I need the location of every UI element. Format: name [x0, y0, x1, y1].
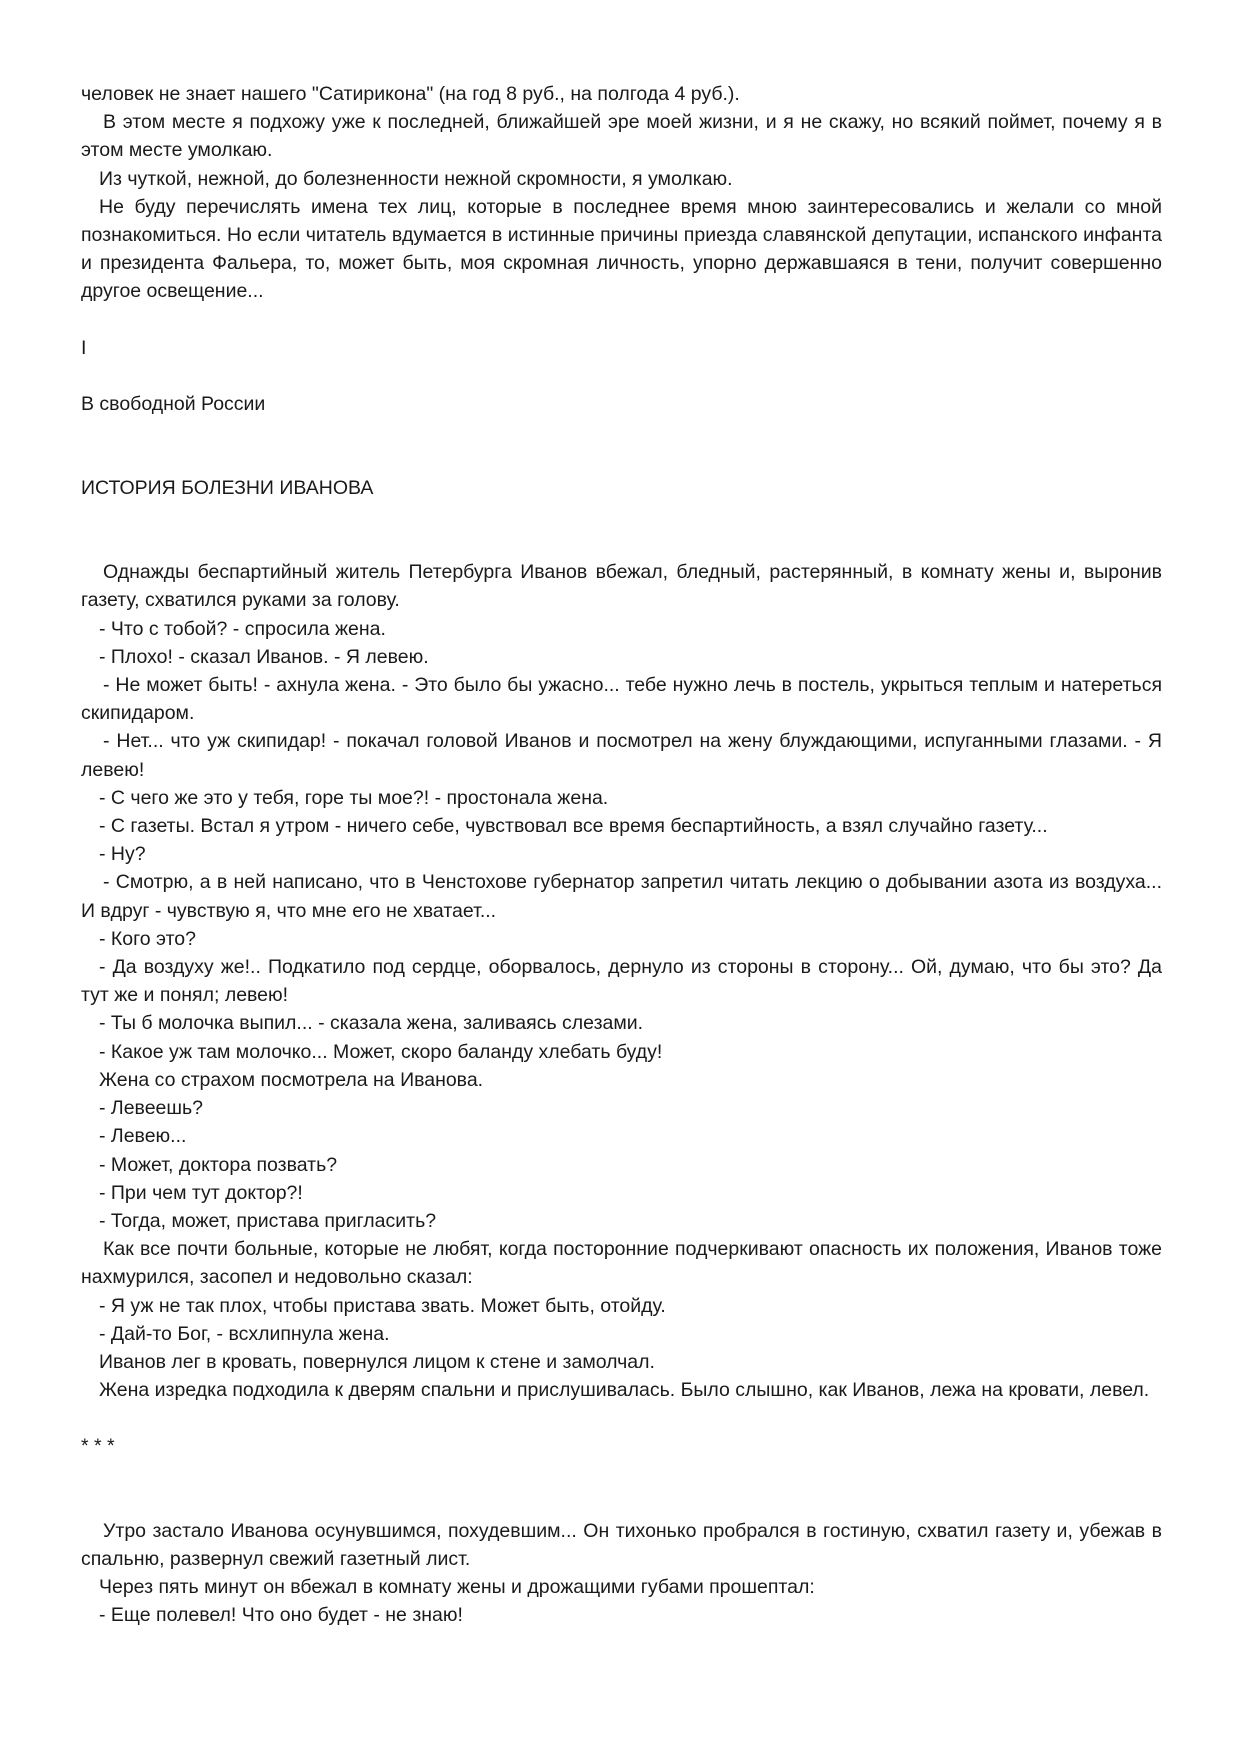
- part-number: I: [81, 336, 87, 359]
- paragraph: В этом месте я подхожу уже к последней, ближайшей эре моей жизни, и я не скажу, но всякий поймет, почему я в этом месте умолкаю.: [81, 111, 1162, 162]
- dialogue-line: - Левеешь?: [99, 1097, 204, 1120]
- dialogue-line: - Может, доктора позвать?: [99, 1153, 338, 1176]
- document-page: [81, 80, 1162, 1629]
- paragraph: Утро застало Иванова осунувшимся, похудевшим... Он тихонько пробрался в гостиную, схватил газету и, убежав в спальню, развернул свежий газетный лист.: [81, 1519, 1162, 1570]
- paragraph: Иванов лег в кровать, повернулся лицом к стене и замолчал.: [99, 1350, 655, 1373]
- dialogue-line: - Не может быть! - ахнула жена. - Это было бы ужасно... тебе нужно лечь в постель, укрыться теплым и натереться скипидаром.: [81, 674, 1162, 725]
- dialogue-line: - Нет... что уж скипидар! - покачал головой Иванов и посмотрел на жену блуждающими, испуганными глазами. - Я левею!: [81, 730, 1162, 781]
- spacer: [81, 1404, 1162, 1432]
- paragraph: Жена изредка подходила к дверям спальни и прислушивалась. Было слышно, как Иванов, лежа на кровати, левел.: [99, 1379, 1150, 1402]
- dialogue-line: - С газеты. Встал я утром - ничего себе, чувствовал все время беспартийность, а взял случайно газету...: [99, 815, 1048, 838]
- spacer: [81, 362, 1162, 390]
- dialogue-line: - Какое уж там молочко... Может, скоро баланду хлебать буду!: [99, 1040, 663, 1063]
- spacer: [81, 418, 1162, 474]
- paragraph: Жена со страхом посмотрела на Иванова.: [99, 1068, 484, 1091]
- paragraph: Не буду перечислять имена тех лиц, которые в последнее время мною заинтересовались и желали со мной познакомиться. Но если читатель вдумается в истинные причины приезда славянской депутации, испанского инфанта и президента Фальера, то, может быть, моя скромная личность, упорно державшаяся в тени, получит совершенно другое освещение...: [81, 195, 1162, 303]
- dialogue-line: - Левею...: [99, 1125, 187, 1148]
- dialogue-line: - С чего же это у тебя, горе ты мое?! - простонала жена.: [99, 786, 609, 809]
- paragraph: Однажды беспартийный житель Петербурга Иванов вбежал, бледный, растерянный, в комнату жены и, выронив газету, схватился руками за голову.: [81, 561, 1162, 612]
- section-separator: * * *: [81, 1435, 115, 1458]
- dialogue-line: - Ты б молочка выпил... - сказала жена, заливаясь слезами.: [99, 1012, 644, 1035]
- dialogue-line: - Я уж не так плох, чтобы пристава звать. Может быть, отойду.: [99, 1294, 666, 1317]
- story-title: ИСТОРИЯ БОЛЕЗНИ ИВАНОВА: [81, 477, 374, 500]
- dialogue-line: - Да воздуху же!.. Подкатило под сердце, оборвалось, дернуло из стороны в сторону... Ой, думаю, что бы это? Да тут же и понял; левею!: [81, 956, 1162, 1007]
- dialogue-line: - Смотрю, а в ней написано, что в Ченстохове губернатор запретил читать лекцию о добывании азота из воздуха... И вдруг - чувствую я, что мне его не хватает...: [81, 871, 1162, 922]
- dialogue-line: - Ну?: [99, 843, 146, 866]
- dialogue-line: - Дай-то Бог, - всхлипнула жена.: [99, 1322, 390, 1345]
- paragraph: Из чуткой, нежной, до болезненности нежной скромности, я умолкаю.: [99, 167, 733, 190]
- dialogue-line: - Что с тобой? - спросила жена.: [99, 617, 386, 640]
- part-title: В свободной России: [81, 392, 266, 415]
- dialogue-line: - Кого это?: [99, 927, 196, 950]
- dialogue-line: - Тогда, может, пристава пригласить?: [99, 1209, 437, 1232]
- dialogue-line: - При чем тут доктор?!: [99, 1181, 303, 1204]
- paragraph: человек не знает нашего "Сатирикона" (на год 8 руб., на полгода 4 руб.).: [81, 83, 740, 105]
- spacer: [81, 502, 1162, 558]
- spacer: [81, 1461, 1162, 1517]
- paragraph: Как все почти больные, которые не любят, когда посторонние подчеркивают опасность их положения, Иванов тоже нахмурился, засопел и недовольно сказал:: [81, 1238, 1162, 1289]
- dialogue-line: - Плохо! - сказал Иванов. - Я левею.: [99, 645, 429, 668]
- paragraph: Через пять минут он вбежал в комнату жены и дрожащими губами прошептал:: [99, 1575, 815, 1598]
- spacer: [81, 306, 1162, 334]
- dialogue-line: - Еще полевел! Что оно будет - не знаю!: [99, 1604, 463, 1627]
